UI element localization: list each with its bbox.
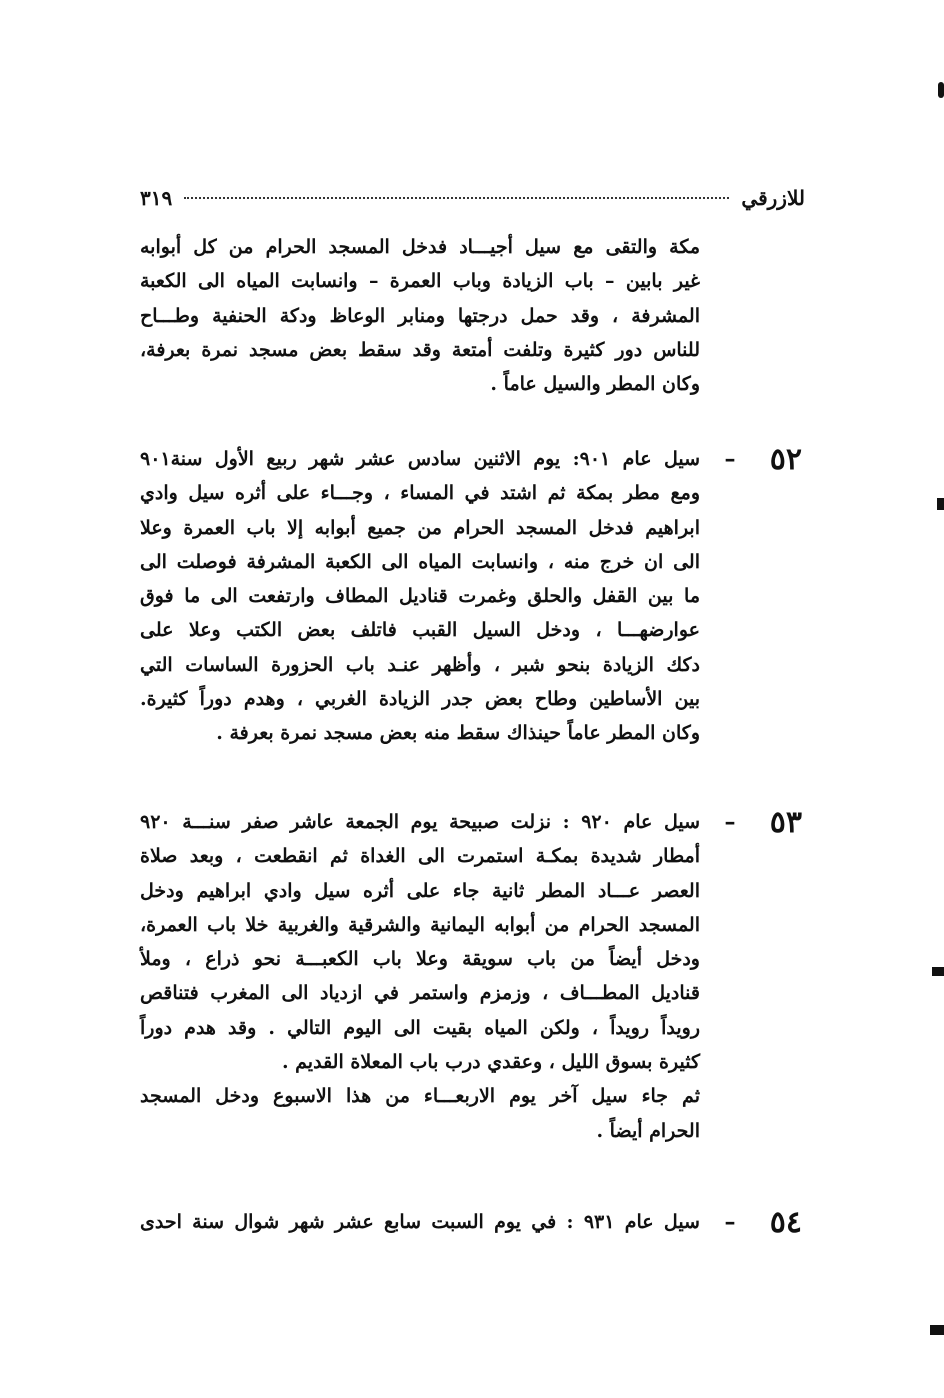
- header-dot-leader: [184, 197, 729, 199]
- entry-number-53: ٥٣: [769, 805, 802, 840]
- text-line: سيل عام ٩٠١: يوم الاثنين سادس عشر شهر ربيع الأول سنة٩٠١: [140, 448, 700, 470]
- entry-dash: –: [724, 809, 736, 835]
- text-line: أمطار شديدة بمكـة استمرت الى الغداة ثم انقطعت ، وبعد صلاة: [140, 845, 700, 868]
- text-line: سيل عام ٩٢٠ : نزلت صبيحة يوم الجمعة عاشر صفر سنـــة ٩٢٠: [140, 811, 700, 833]
- text-line: ودخل أيضاً من باب سويقة وعلا باب الكعبـــة نحو ذراع ، وملأ: [140, 948, 700, 971]
- text-line: رويداً رويداً ، ولكن المياه بقيت الى اليوم التالي . وقد هدم دوراً: [140, 1016, 700, 1039]
- running-header: [140, 183, 805, 213]
- text-line: ومع مطر بمكة ثم اشتد في المساء ، وجـــاء على أثره سيل وادي: [140, 482, 700, 505]
- entry-53-paragraph: [140, 805, 700, 1148]
- entry-52-paragraph: [140, 442, 700, 751]
- text-line: وكان المطر عاماً حينذاك سقط منه بعض مسجد نمرة بعرفة .: [216, 722, 700, 745]
- text-line: ما بين القفل والحلق وغمرت قناديل المطاف وارتفعت الى ما فوق: [140, 585, 700, 608]
- text-line: الحرام أيضاً .: [596, 1119, 700, 1142]
- entry-dash: –: [724, 446, 736, 472]
- text-line: المشرفة ، وقد حمل درجتها ومنابر الوعاظ ودكة الحنفية وطـــاح: [140, 304, 700, 327]
- text-line: سيل عام ٩٣١ : في يوم السبت سابع عشر شهر شوال سنة احدى: [140, 1211, 700, 1233]
- intro-paragraph: [140, 230, 700, 401]
- text-line: وكان المطر والسيل عاماً .: [490, 373, 700, 396]
- text-line: قناديل المطـــاف ، وزمزم واستمر في ازدياد الى المغرب فتناقص: [140, 982, 700, 1005]
- text-line: للناس دور كثيرة وتلفت أمتعة وقد سقط بعض مسجد نمرة بعرفة،: [140, 338, 700, 361]
- text-line: بين الأساطين وطاح بعض جدر الزيادة الغربي ، وهدم دوراً كثيرة.: [140, 688, 700, 711]
- text-line: عوارضهـــا ، ودخل السيل القبب فاتلف بعض الكتب وعلا على: [140, 619, 700, 642]
- text-line: دكك الزيادة بنحو شبر ، وأظهر عنـد باب الحزورة الساسات التي: [140, 653, 700, 676]
- page-number: ٣١٩: [140, 186, 173, 210]
- text-line: مكة والتقى مع سيل أجيـــاد فدخل المسجد الحرام من كل أبوابه: [140, 236, 700, 258]
- scan-edge-mark: [930, 1325, 944, 1335]
- scan-edge-mark: [938, 82, 944, 98]
- scan-edge-mark: [937, 498, 944, 510]
- text-line: العصر عـــاد المطر ثانية جاء على أثره سيل وادي ابراهيم ودخل: [140, 879, 700, 902]
- text-line: المسجد الحرام من أبوابه اليمانية والشرقية والغربية خلا باب العمرة،: [140, 913, 700, 936]
- text-line: الى ان خرج منه ، وانسابت المياه الى الكعبة المشرفة فوصلت الى: [140, 550, 700, 573]
- running-head-author: للازرقي: [741, 186, 805, 210]
- entry-number-52: ٥٢: [769, 442, 802, 477]
- text-line: ثم جاء سيل آخر يوم الاربعـــاء من هذا الاسبوع ودخل المسجد: [140, 1085, 700, 1108]
- text-line: غير بابين – باب الزيادة وباب العمرة – وانسابت المياه الى الكعبة: [140, 270, 700, 293]
- scan-edge-mark: [932, 967, 944, 976]
- entry-dash: –: [724, 1209, 736, 1235]
- text-line: ابراهيم فدخل المسجد الحرام من جميع أبوابه إلا باب العمرة وعلا: [140, 516, 700, 539]
- entry-number-54: ٥٤: [769, 1205, 802, 1240]
- entry-54-paragraph: [140, 1205, 700, 1239]
- text-line: كثيرة بسوق الليل ، وعقدي درب باب المعلاة القديم .: [281, 1051, 700, 1074]
